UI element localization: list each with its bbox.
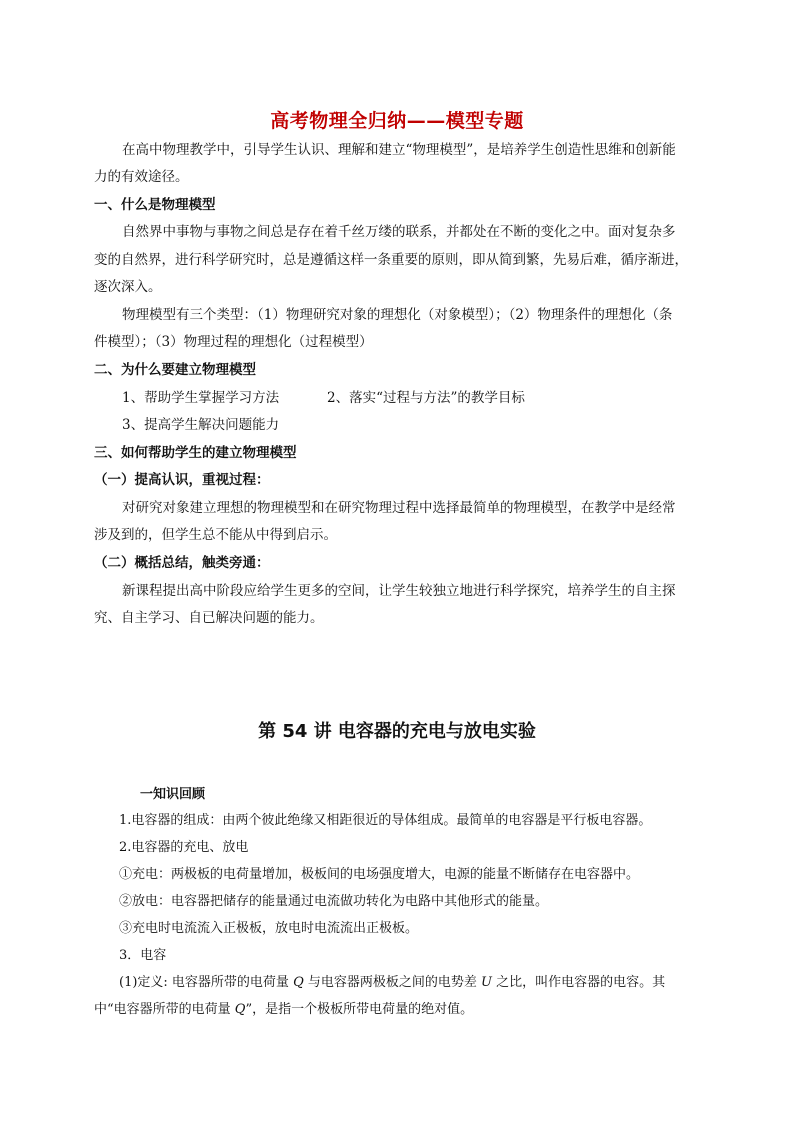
section-1-paragraph-line: 自然界中事物与事物之间总是存在着千丝万缕的联系，并都处在不断的变化之中。面对复杂多: [122, 224, 676, 240]
section-1-paragraph-line: 件模型）；（3）物理过程的理想化（过程模型）: [94, 334, 373, 350]
definition-text: 之比，叫作电容器的电容。其: [491, 975, 666, 990]
section-2-heading: 二、为什么要建立物理模型: [94, 362, 256, 378]
section-3-paragraph-line: 究、自主学习、自已解决问题的能力。: [94, 610, 324, 626]
lecture-title: 第 54 讲 电容器的充电与放电实验: [258, 721, 536, 742]
knowledge-line: 2.电容器的充电、放电: [119, 840, 249, 855]
definition-text: ”，是指一个极板所带电荷量的绝对值。: [245, 1002, 474, 1017]
section-3-paragraph-line: 涉及到的，但学生总不能从中得到启示。: [94, 527, 337, 543]
definition-text: 中“电容器所带的电荷量: [94, 1002, 235, 1017]
section-3-paragraph-line: 新课程提出高中阶段应给学生更多的空间，让学生较独立地进行科学探究，培养学生的自主探: [122, 583, 676, 599]
knowledge-line: ③充电时电流流入正极板，放电时电流流出正极板。: [119, 921, 419, 936]
section-2-item-3: 3、提高学生解决问题能力: [122, 417, 280, 433]
document-title: 高考物理全归纳——模型专题: [270, 110, 524, 132]
section-3-heading: 三、如何帮助学生的建立物理模型: [94, 445, 297, 461]
capacitance-definition-line: [94, 1000, 473, 1020]
charge-symbol: Q: [234, 1002, 246, 1017]
section-3-paragraph-line: 对研究对象建立理想的物理模型和在研究物理过程中选择最简单的物理模型，在教学中是经常: [122, 500, 676, 516]
knowledge-line: 3．电容: [119, 948, 167, 963]
knowledge-line: ①充电：两极板的电荷量增加，极板间的电场强度增大，电源的能量不断储存在电容器中。: [119, 867, 640, 882]
section-1-paragraph-line: 逐次深入。: [94, 279, 162, 295]
section-2-item-2: 2、落实“过程与方法”的教学目标: [327, 390, 525, 406]
section-1-paragraph-line: 变的自然界，进行科学研究时，总是遵循这样一条重要的原则，即从简到繁，先易后难，循序渐进，: [94, 252, 688, 268]
section-3-subheading-2: （二）概括总结，触类旁通：: [94, 555, 270, 571]
definition-text: (1)定义: 电容器所带的电荷量: [119, 975, 294, 990]
charge-symbol: Q: [293, 975, 304, 990]
section-1-heading: 一、什么是物理模型: [94, 197, 216, 213]
section-1-paragraph-line: 物理模型有三个类型：（1）物理研究对象的理想化（对象模型）；（2）物理条件的理想化（条: [122, 307, 673, 323]
section-3-subheading-1: （一）提高认识，重视过程：: [94, 472, 270, 488]
knowledge-line: 1.电容器的组成：由两个彼此绝缘又相距很近的导体组成。最简单的电容器是平行板电容器。: [119, 813, 652, 828]
knowledge-review-heading: 一知识回顾: [140, 787, 206, 802]
definition-text: 与电容器两极板之间的电势差: [303, 975, 481, 990]
section-2-item-1: 1、帮助学生掌握学习方法: [122, 390, 280, 406]
intro-line-2: 力的有效途径。: [94, 169, 189, 185]
voltage-symbol: U: [481, 975, 492, 990]
intro-line-1: 在高中物理教学中，引导学生认识、理解和建立“物理模型”，是培养学生创造性思维和创新能: [122, 142, 676, 158]
capacitance-definition-line: [119, 973, 665, 993]
knowledge-line: ②放电：电容器把储存的能量通过电流做功转化为电路中其他形式的能量。: [119, 894, 549, 909]
